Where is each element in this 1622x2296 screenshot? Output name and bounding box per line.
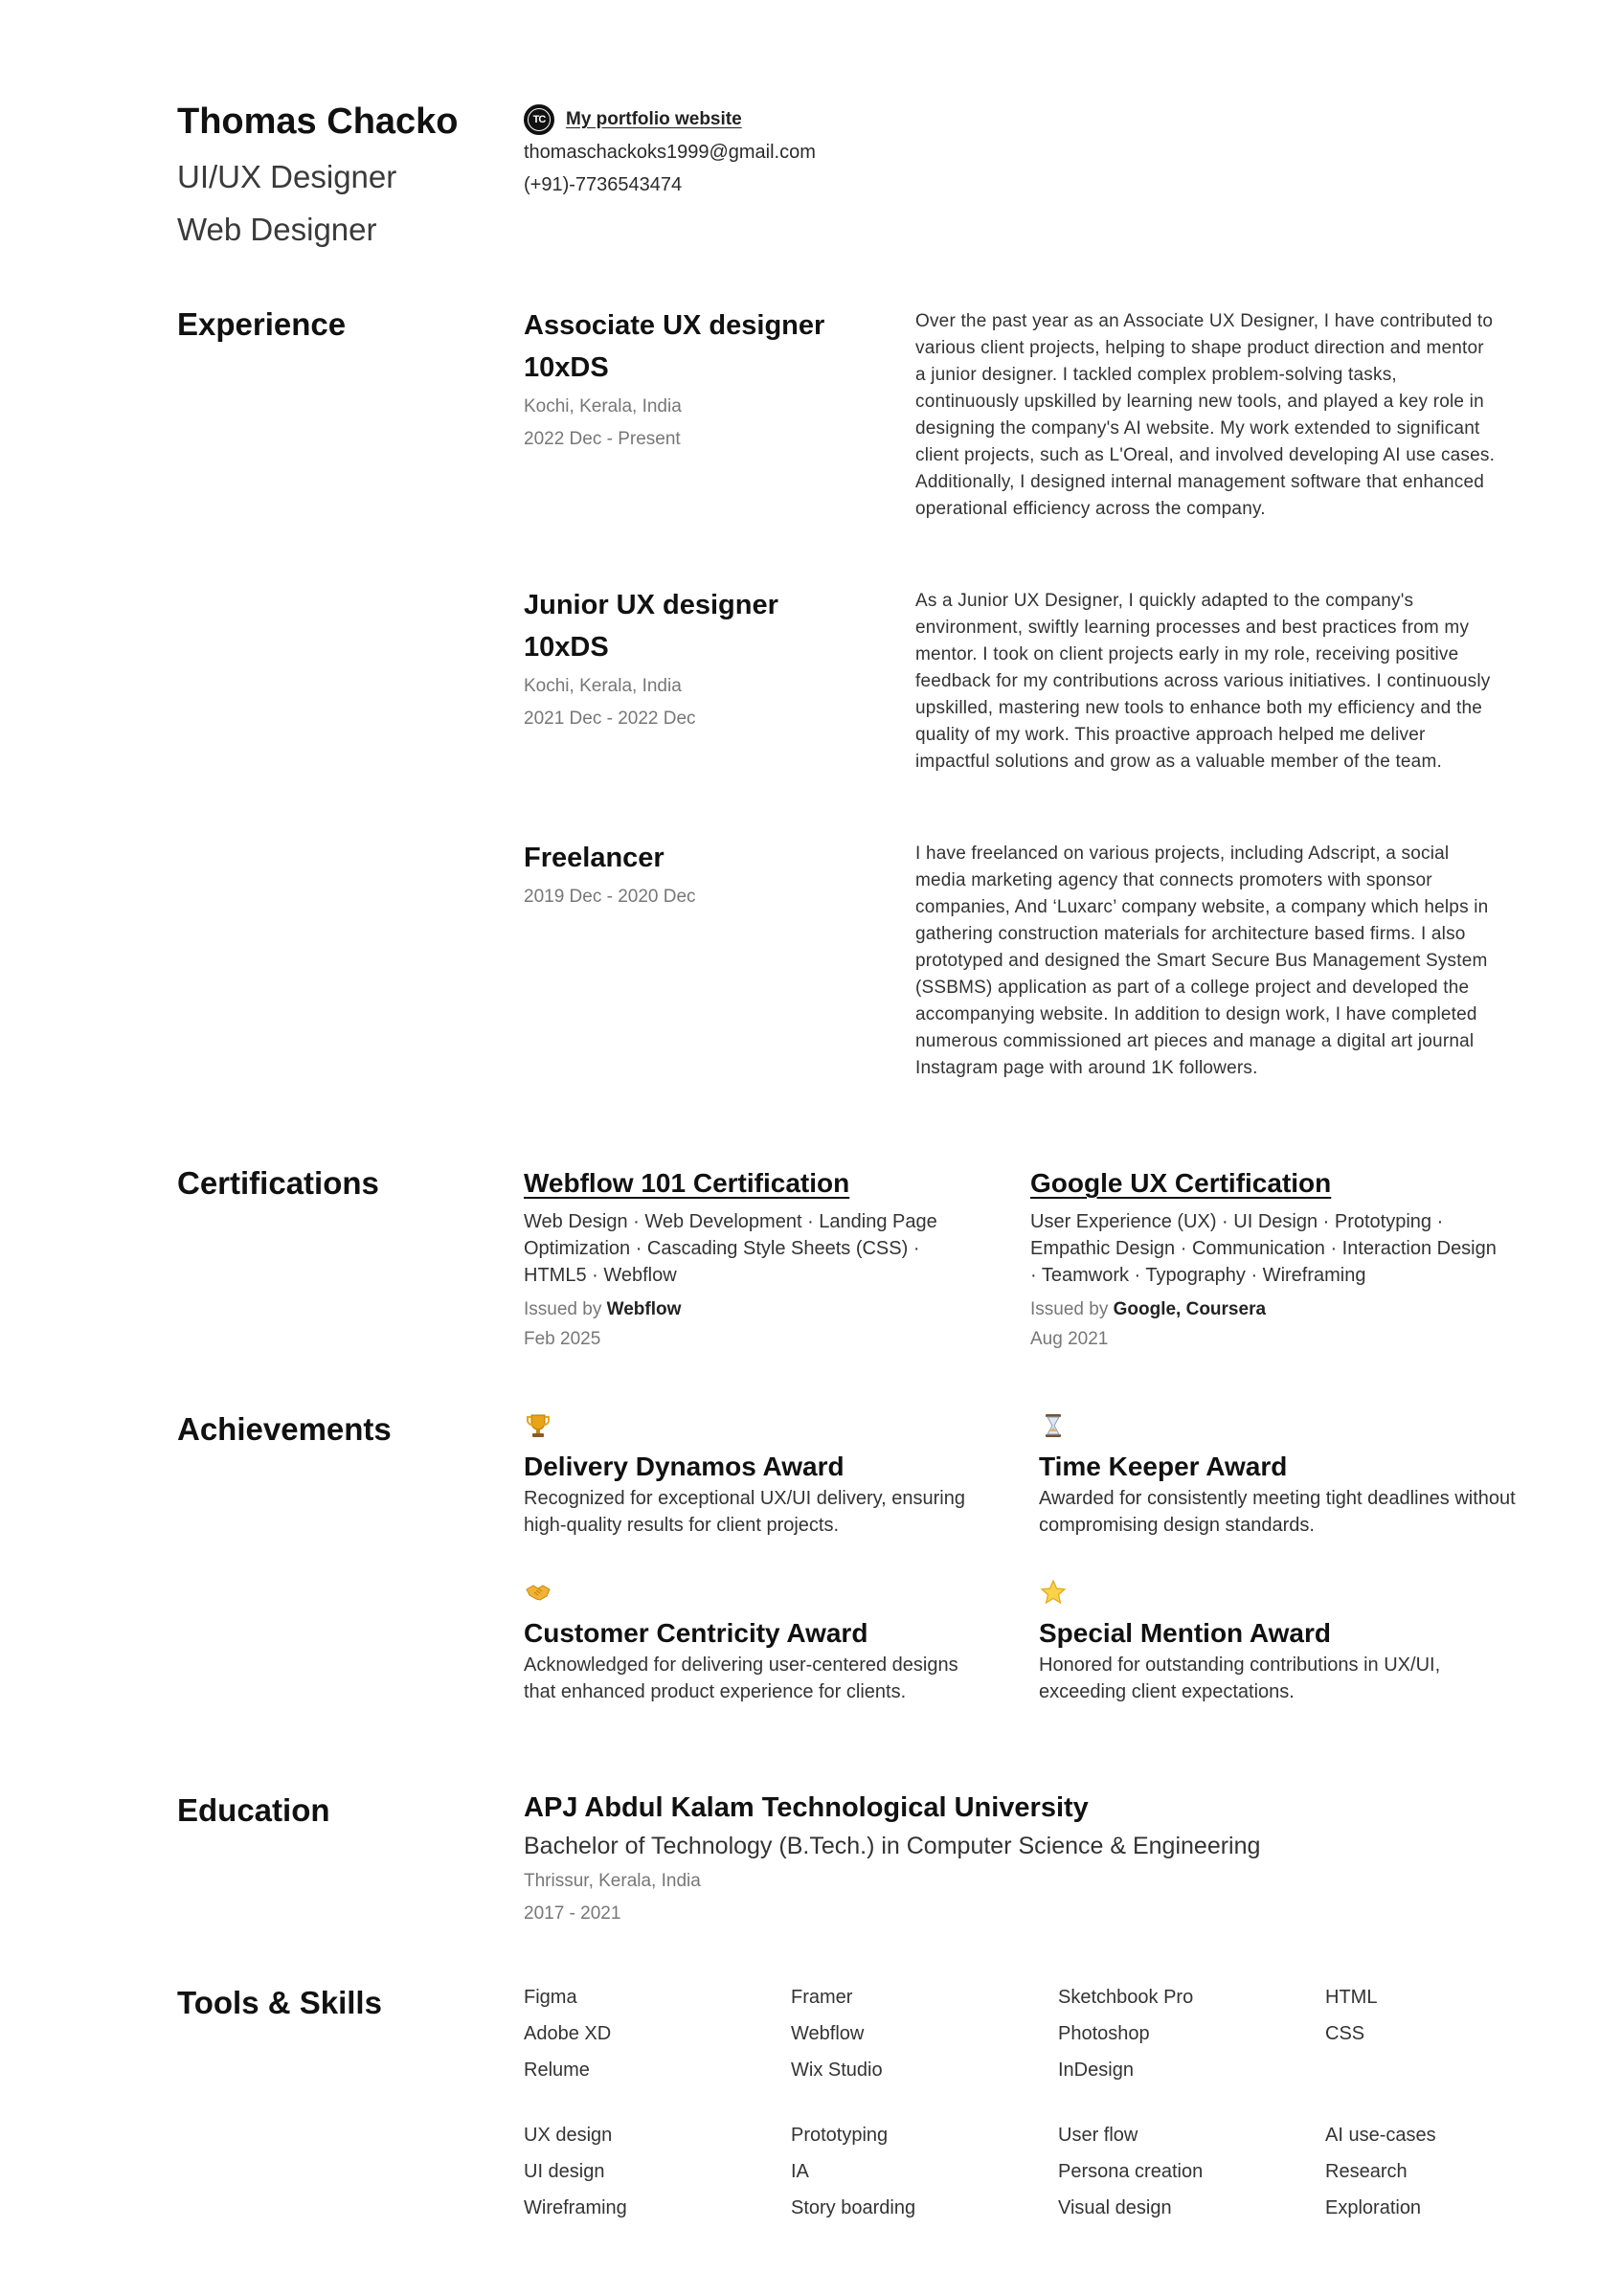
achievement-card	[1039, 1411, 1518, 1539]
star-icon	[1039, 1578, 1068, 1607]
skill-item: Visual design	[1058, 2197, 1172, 2218]
certification-card	[524, 1164, 983, 1356]
skill-item: Research	[1325, 2161, 1408, 2182]
cert-issued: Issued by Webflow	[524, 1299, 682, 1319]
job-entry	[524, 584, 868, 735]
tool-item: Webflow	[791, 2023, 865, 2044]
section-title-education: Education	[177, 1792, 330, 1828]
cert-title-link[interactable]: Google UX Certification	[1030, 1168, 1332, 1198]
handshake-icon	[524, 1578, 552, 1607]
section-title-certifications: Certifications	[177, 1165, 379, 1201]
cert-issuer: Google, Coursera	[1113, 1299, 1267, 1319]
job-title: Junior UX designer	[524, 590, 778, 620]
skill-item: UI design	[524, 2161, 605, 2182]
cert-title-link[interactable]: Webflow 101 Certification	[524, 1168, 850, 1198]
job-location: Kochi, Kerala, India	[524, 676, 682, 696]
achievement-card	[524, 1411, 983, 1539]
achievement-card	[524, 1578, 983, 1705]
tool-item: Adobe XD	[524, 2023, 612, 2044]
education-entry	[524, 1789, 1481, 1930]
job-location: Kochi, Kerala, India	[524, 396, 682, 416]
skill-item: Story boarding	[791, 2197, 916, 2218]
portfolio-link[interactable]: My portfolio website	[566, 109, 742, 129]
skill-item: AI use-cases	[1325, 2125, 1436, 2146]
job-company: 10xDS	[524, 632, 609, 663]
education-degree: Bachelor of Technology (B.Tech.) in Computer Science & Engineering	[524, 1833, 1261, 1859]
achievement-description: Acknowledged for delivering user-centered designs that enhanced product experience for clients.	[524, 1654, 958, 1702]
tool-item: Relume	[524, 2060, 590, 2081]
tool-item: Photoshop	[1058, 2023, 1150, 2044]
achievement-title: Customer Centricity Award	[524, 1618, 868, 1648]
tool-item: CSS	[1325, 2023, 1365, 2044]
tool-item: Sketchbook Pro	[1058, 1987, 1194, 2008]
phone-text: (+91)-7736543474	[524, 174, 683, 195]
education-location: Thrissur, Kerala, India	[524, 1871, 701, 1891]
logo-icon: TC	[524, 104, 554, 135]
skill-item: Persona creation	[1058, 2161, 1204, 2182]
job-title: Associate UX designer	[524, 310, 825, 341]
job-title: Freelancer	[524, 843, 665, 873]
job-entry	[524, 837, 868, 913]
job-dates: 2021 Dec - 2022 Dec	[524, 709, 696, 729]
skill-item: Prototyping	[791, 2125, 889, 2146]
section-title-achievements: Achievements	[177, 1411, 392, 1447]
tool-item: Figma	[524, 1987, 577, 2008]
section-title-tools: Tools & Skills	[177, 1985, 382, 2020]
job-entry	[524, 304, 868, 456]
job-description: I have freelanced on various projects, including Adscript, a social media marketing agency that connects promoters with sponsor companies, And ‘Luxarc’ company website, a company which helps in gathering construction materials for architecture based firms. I also prototyped and designed the Smart Secure Bus Management System (SSBMS) application as part of a college project and developed the accompanying website. In addition to design work, I have completed numerous commissioned art pieces and manage a digital art journal Instagram page with around 1K followers.	[915, 844, 1489, 1078]
skill-item: Exploration	[1325, 2197, 1422, 2218]
hourglass-icon	[1039, 1411, 1068, 1440]
section-title-experience: Experience	[177, 306, 347, 342]
email-text: thomaschackoks1999@gmail.com	[524, 142, 816, 163]
tool-item: Framer	[791, 1987, 853, 2008]
achievement-title: Delivery Dynamos Award	[524, 1452, 845, 1481]
cert-skills: User Experience (UX) · UI Design · Prototyping · Empathic Design · Communication · Interaction Design · Teamwork · Typography · Wireframing	[1030, 1211, 1497, 1286]
achievement-description: Awarded for consistently meeting tight deadlines without compromising design standards.	[1039, 1488, 1516, 1536]
cert-issuer: Webflow	[606, 1299, 682, 1319]
education-dates: 2017 - 2021	[524, 1903, 621, 1924]
education-school: APJ Abdul Kalam Technological University	[524, 1792, 1089, 1823]
tool-item: HTML	[1325, 1987, 1378, 2008]
achievement-card	[1039, 1578, 1518, 1705]
role-title: Web Designer	[177, 212, 377, 247]
job-description: As a Junior UX Designer, I quickly adapted to the company's environment, swiftly learning processes and best practices from my mentor. I took on client projects early in my role, receiving positive feedback for my contributions across various initiatives. I continuously upskilled, mastering new tools to enhance both my efficiency and the quality of my work. This proactive approach helped me deliver impactful solutions and grow as a valuable member of the team.	[915, 591, 1491, 772]
tool-item: Wix Studio	[791, 2060, 883, 2081]
job-company: 10xDS	[524, 352, 609, 383]
contact-block	[524, 103, 816, 201]
achievement-title: Special Mention Award	[1039, 1618, 1331, 1648]
cert-date: Aug 2021	[1030, 1329, 1109, 1349]
job-dates: 2019 Dec - 2020 Dec	[524, 887, 696, 907]
tool-item: InDesign	[1058, 2060, 1134, 2081]
achievement-description: Recognized for exceptional UX/UI delivery, ensuring high-quality results for client projects.	[524, 1488, 965, 1536]
certification-card	[1030, 1164, 1499, 1356]
achievement-title: Time Keeper Award	[1039, 1452, 1288, 1481]
person-name: Thomas Chacko	[177, 101, 459, 142]
skill-item: UX design	[524, 2125, 613, 2146]
achievement-description: Honored for outstanding contributions in UX/UI, exceeding client expectations.	[1039, 1654, 1441, 1702]
skill-item: IA	[791, 2161, 809, 2182]
cert-date: Feb 2025	[524, 1329, 601, 1349]
skill-item: Wireframing	[524, 2197, 627, 2218]
portfolio-row[interactable]	[524, 103, 816, 136]
trophy-icon	[524, 1411, 552, 1440]
cert-skills: Web Design · Web Development · Landing Page Optimization · Cascading Style Sheets (CSS) · HTML5 · Webflow	[524, 1211, 937, 1286]
job-dates: 2022 Dec - Present	[524, 429, 681, 449]
skill-item: User flow	[1058, 2125, 1138, 2146]
role-title: UI/UX Designer	[177, 159, 397, 194]
cert-issued: Issued by Google, Coursera	[1030, 1299, 1267, 1319]
job-description: Over the past year as an Associate UX Designer, I have contributed to various client projects, helping to shape product direction and mentor a junior designer. I tackled complex problem-solving tasks, continuously upskilled by learning new tools, and played a key role in designing the company's AI website. My work extended to significant client projects, such as L'Oreal, and involved developing AI use cases. Additionally, I designed internal management software that enhanced operational efficiency across the company.	[915, 311, 1496, 519]
